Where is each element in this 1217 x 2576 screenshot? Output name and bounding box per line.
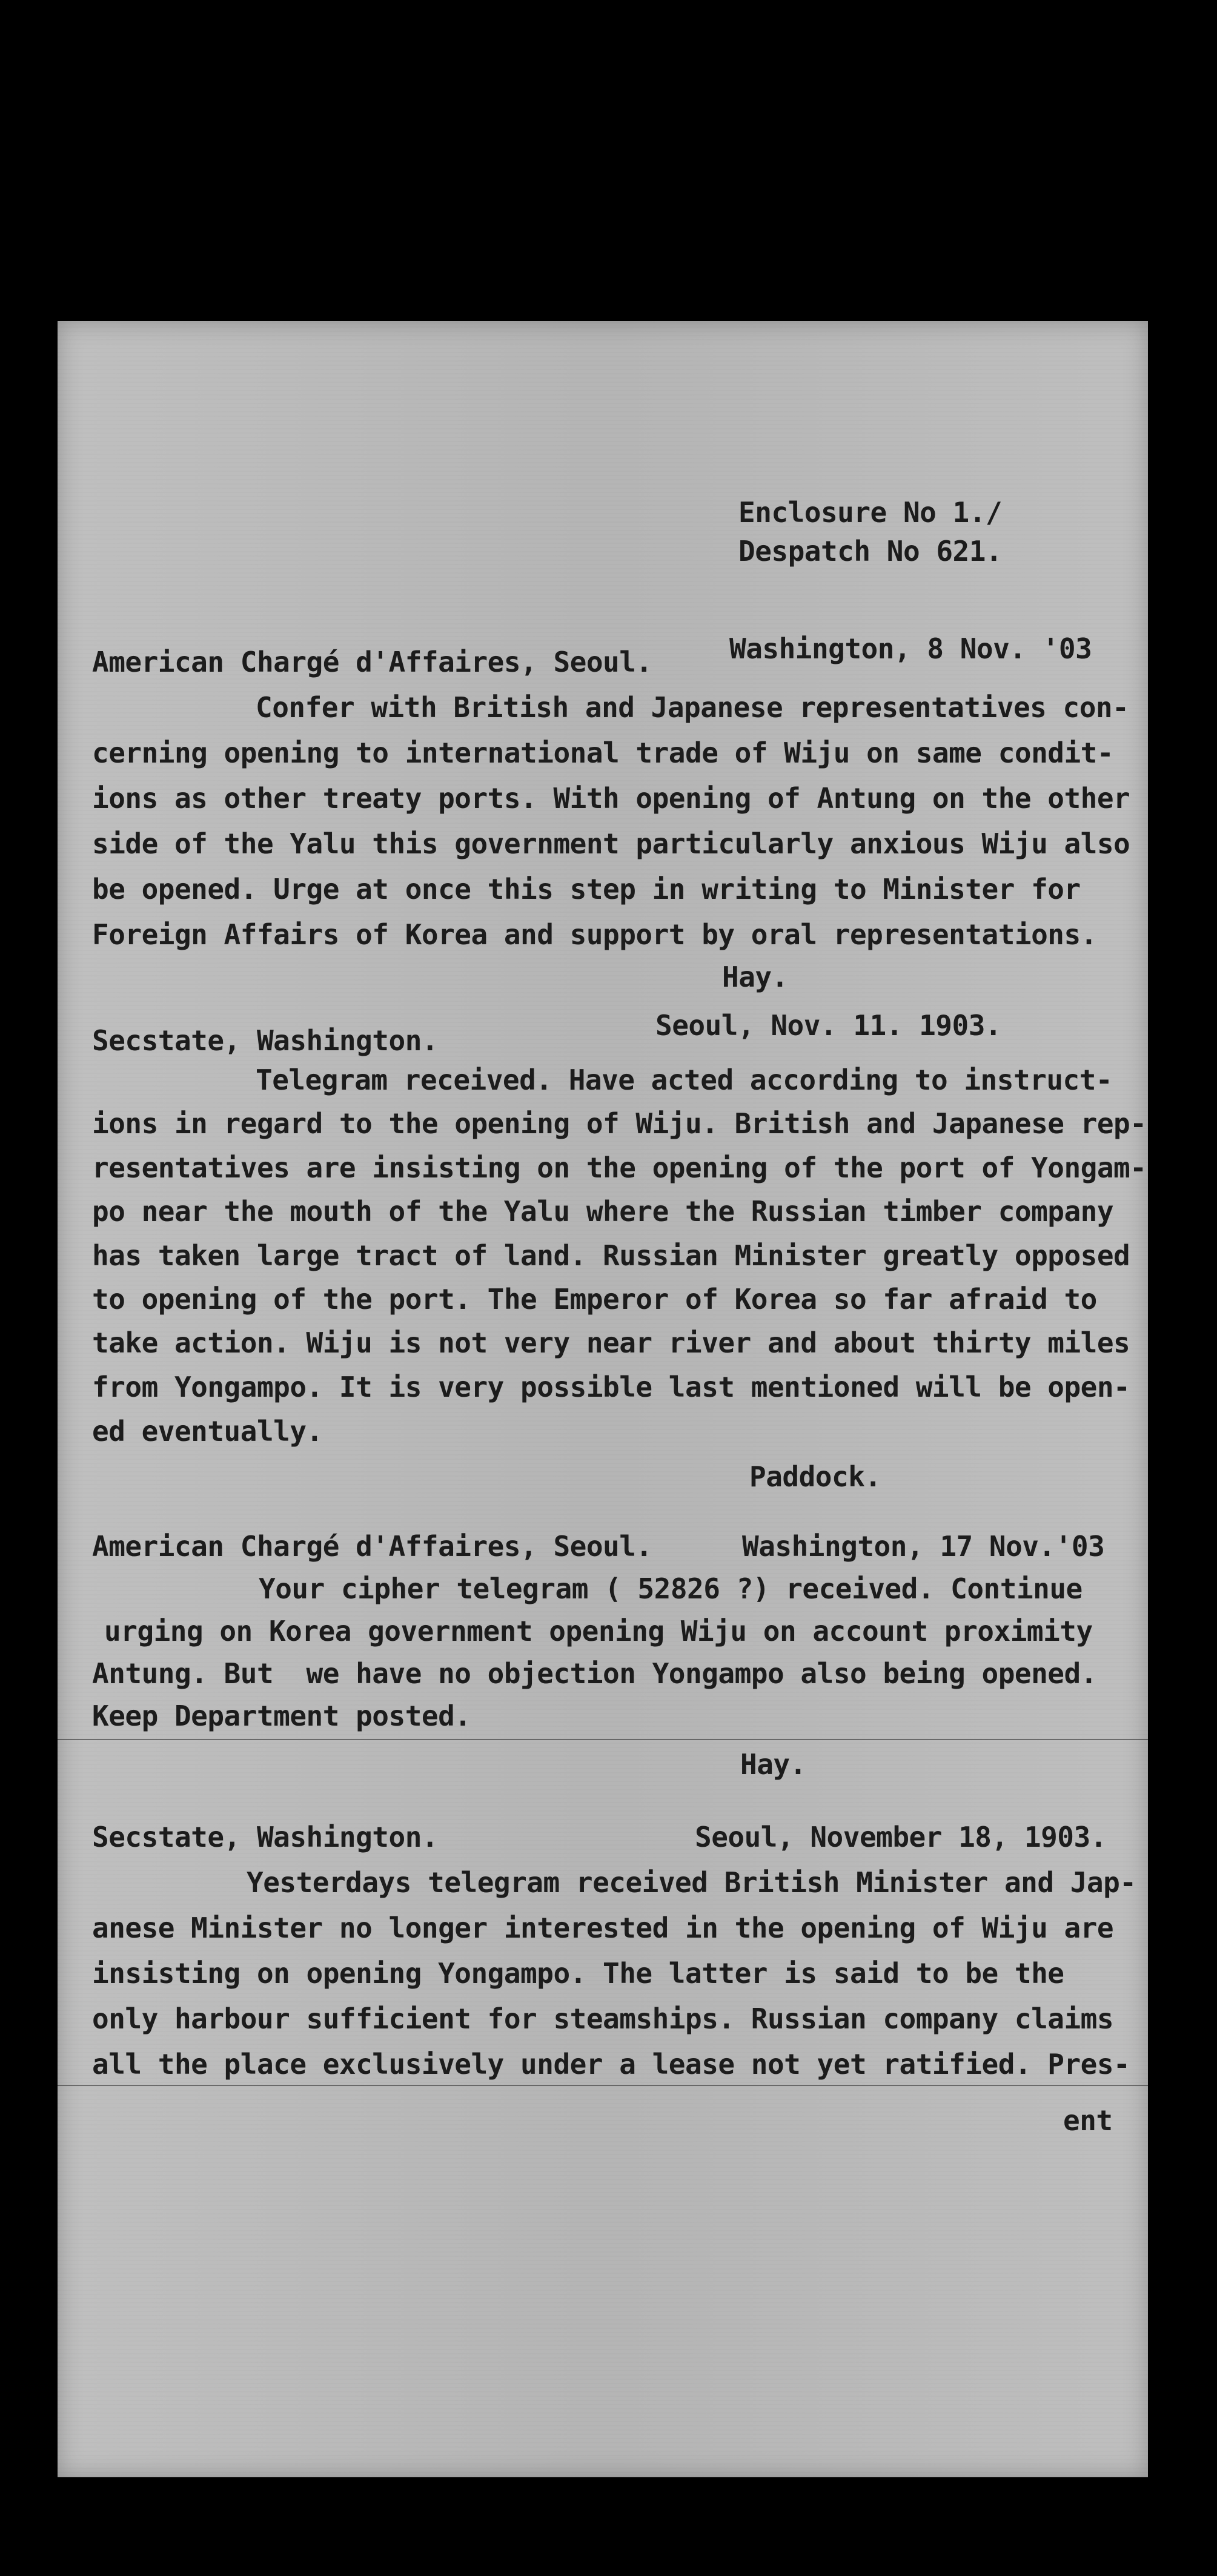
telegram-3-line: Your cipher telegram ( 52826 ?) received. Continue [259,1572,1083,1605]
telegram-2-line: Telegram received. Have acted according to instruct- [256,1064,1113,1096]
telegram-2-line: from Yongampo. It is very possible last mentioned will be open- [92,1371,1130,1403]
telegram-2-line: po near the mouth of the Yalu where the Russian timber company [92,1195,1114,1228]
telegram-3-addressee: American Chargé d'Affaires, Seoul. [92,1530,652,1563]
despatch-number: Despatch No 621. [738,535,1003,568]
telegram-2-line: ions in regard to the opening of Wiju. British and Japanese rep- [92,1107,1147,1140]
telegram-3-place-date: Washington, 17 Nov.'03 [742,1530,1105,1563]
telegram-2-line: has taken large tract of land. Russian Minister greatly opposed [92,1239,1130,1272]
continuation-word: ent [1063,2104,1113,2137]
telegram-4-line: Yesterdays telegram received British Minister and Jap- [247,1866,1136,1899]
telegram-3-line: urging on Korea government opening Wiju on account proximity [104,1615,1093,1647]
telegram-1-line: ions as other treaty ports. With opening of Antung on the other [92,782,1130,815]
telegram-1-place-date: Washington, 8 Nov. '03 [729,632,1092,665]
telegram-1-line: cerning opening to international trade of Wiju on same condit- [92,737,1114,769]
telegram-3-line: Antung. But we have no objection Yongampo also being opened. [92,1657,1097,1690]
telegram-1-addressee: American Chargé d'Affaires, Seoul. [92,646,652,678]
telegram-2-addressee: Secstate, Washington. [92,1024,439,1057]
telegram-1-line: side of the Yalu this government particularly anxious Wiju also [92,827,1130,860]
telegram-3-line: Keep Department posted. [92,1700,471,1732]
telegram-4-place-date: Seoul, November 18, 1903. [695,1821,1107,1853]
telegram-1-signature: Hay. [722,961,788,993]
telegram-4-line: anese Minister no longer interested in the opening of Wiju are [92,1912,1114,1944]
telegram-4-line: all the place exclusively under a lease not yet ratified. Pres- [92,2048,1130,2081]
telegram-4-addressee: Secstate, Washington. [92,1821,439,1853]
telegram-2-line: to opening of the port. The Emperor of Korea so far afraid to [92,1283,1097,1316]
telegram-4-line: insisting on opening Yongampo. The latter is said to be the [92,1957,1064,1990]
telegram-2-line: take action. Wiju is not very near river and about thirty miles [92,1326,1130,1359]
horizontal-rule [58,1739,1148,1740]
enclosure-number: Enclosure No 1./ [738,496,1003,529]
telegram-2-line: resentatives are insisting on the opening of the port of Yongam- [92,1151,1147,1184]
telegram-1-line: Confer with British and Japanese representatives con- [256,691,1129,724]
telegram-2-place-date: Seoul, Nov. 11. 1903. [655,1009,1002,1042]
telegram-2-line: ed eventually. [92,1415,323,1448]
telegram-3-signature: Hay. [740,1748,806,1781]
document-page [58,321,1148,2477]
telegram-4-line: only harbour sufficient for steamships. Russian company claims [92,2002,1114,2035]
telegram-1-line: be opened. Urge at once this step in writing to Minister for [92,873,1081,906]
horizontal-rule [58,2085,1148,2086]
telegram-1-line: Foreign Affairs of Korea and support by oral representations. [92,918,1097,951]
telegram-2-signature: Paddock. [749,1460,881,1493]
